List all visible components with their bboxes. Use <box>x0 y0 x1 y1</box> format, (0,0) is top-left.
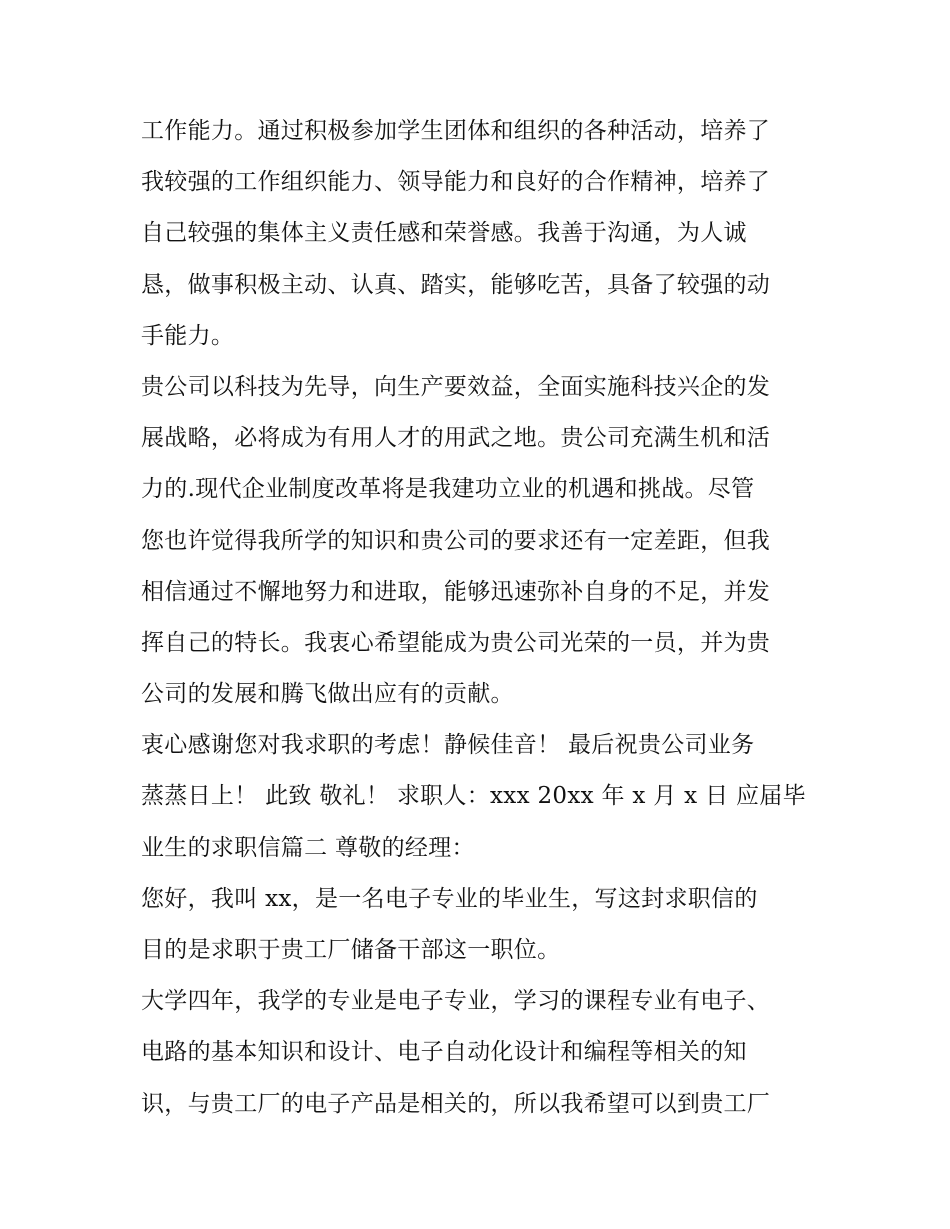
text-line: 您好，我叫 xx，是一名电子专业的毕业生，写这封求职信的 <box>141 885 758 912</box>
text-line: 手能力。 <box>141 322 235 349</box>
text-line: 蒸蒸日上！ 此致 敬礼！ 求职人：xxx 20xx 年 x 月 x 日 应届毕 <box>141 783 806 810</box>
text-line: 自己较强的集体主义责任感和荣誉感。我善于沟通，为人诚 <box>141 220 747 247</box>
text-line: 目的是求职于贵工厂储备干部这一职位。 <box>141 937 561 963</box>
text-line: 恳，做事积极主动、认真、踏实，能够吃苦，具备了较强的动 <box>141 271 771 298</box>
text-line: 大学四年，我学的专业是电子专业，学习的课程专业有电子、 <box>141 988 771 1015</box>
text-line: 力的.现代企业制度改革将是我建功立业的机遇和挑战。尽管 <box>141 476 755 503</box>
text-line: 衷心感谢您对我求职的考虑！静候佳音！ 最后祝贵公司业务 <box>141 732 755 759</box>
text-line: 挥自己的特长。我衷心希望能成为贵公司光荣的一员，并为贵 <box>141 629 771 656</box>
text-line: 展战略，必将成为有用人才的用武之地。贵公司充满生机和活 <box>141 425 771 452</box>
document-body <box>141 106 821 1130</box>
text-line: 公司的发展和腾飞做出应有的贡献。 <box>141 681 514 708</box>
text-line: 您也许觉得我所学的知识和贵公司的要求还有一定差距，但我 <box>141 527 771 554</box>
text-line: 我较强的工作组织能力、领导能力和良好的合作精神，培养了 <box>141 169 771 196</box>
text-line: 识，与贵工厂的电子产品是相关的，所以我希望可以到贵工厂 <box>141 1090 771 1117</box>
text-line: 工作能力。通过积极参加学生团体和组织的各种活动，培养了 <box>141 118 771 144</box>
text-line: 电路的基本知识和设计、电子自动化设计和编程等相关的知 <box>141 1039 747 1066</box>
text-line: 相信通过不懈地努力和进取，能够迅速弥补自身的不足，并发 <box>141 578 771 605</box>
text-line: 贵公司以科技为先导，向生产要效益，全面实施科技兴企的发 <box>141 373 771 400</box>
text-line: 业生的求职信篇二 尊敬的经理： <box>141 834 475 861</box>
